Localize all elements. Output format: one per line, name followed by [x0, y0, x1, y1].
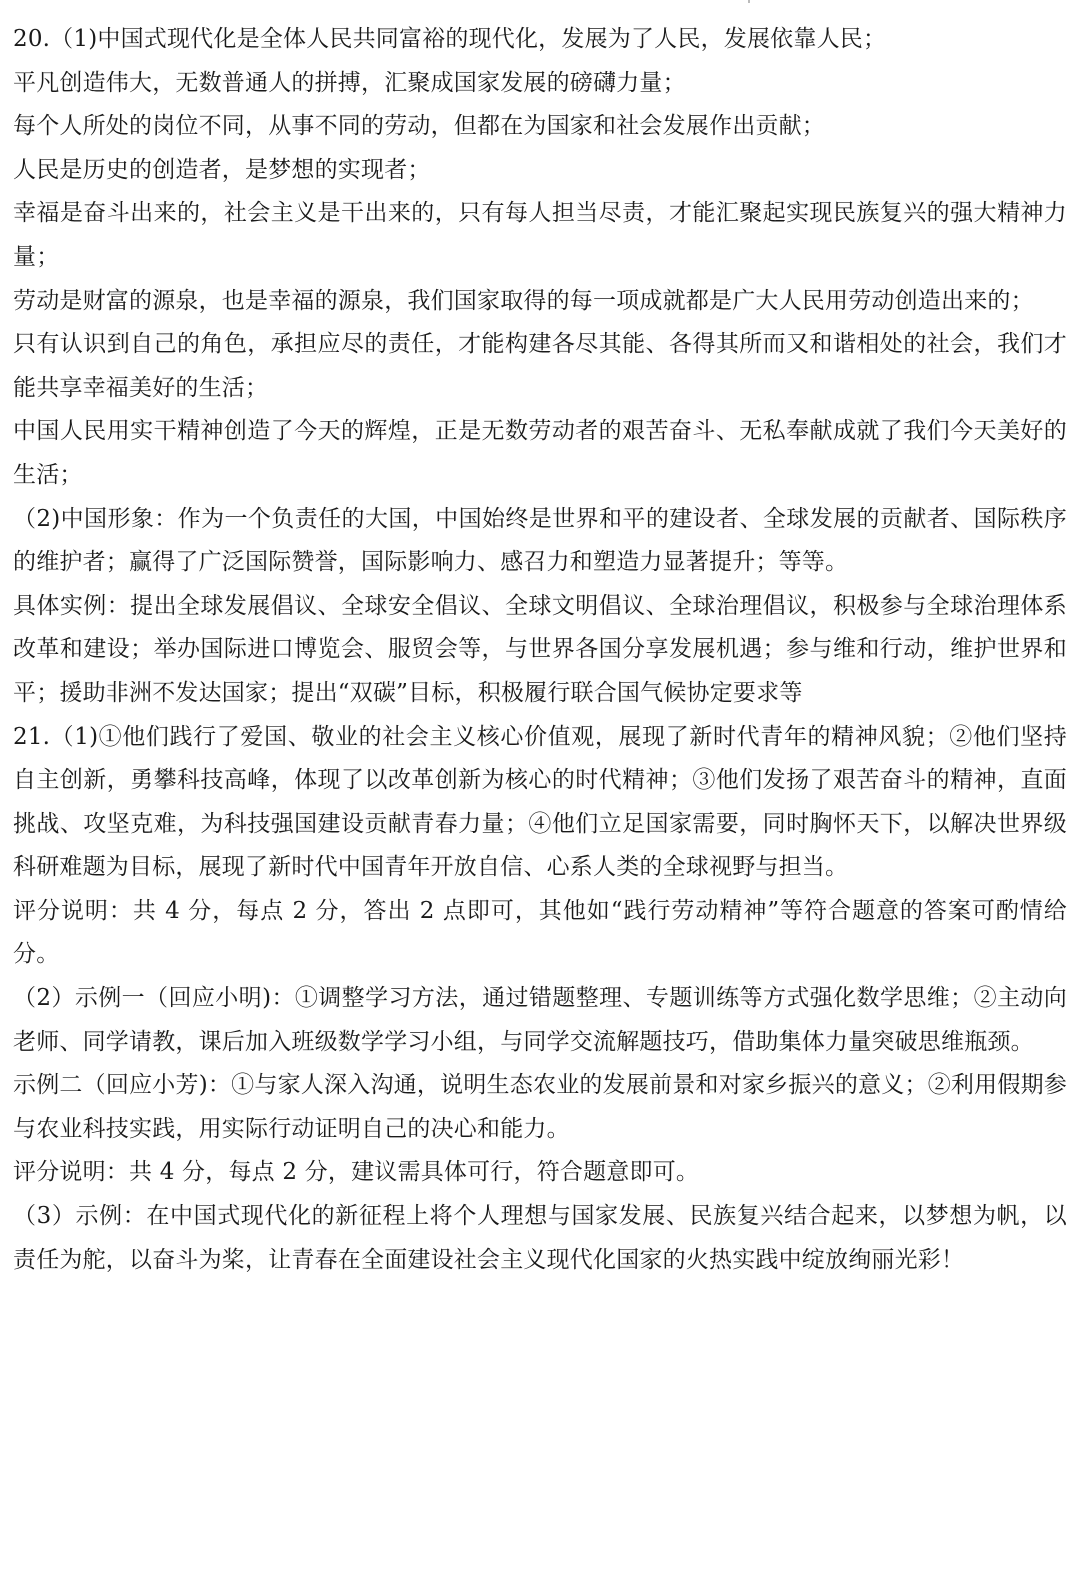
q20-point-hard-work: 中国人民用实干精神创造了今天的辉煌，正是无数劳动者的艰苦奋斗、无私奉献成就了我们今天美好的生活；: [13, 418, 1067, 488]
q20-part1-intro: 20.（1)中国式现代化是全体人民共同富裕的现代化，发展为了人民，发展依靠人民；: [13, 26, 887, 52]
q21-part3-example: （3）示例：在中国式现代化的新征程上将个人理想与国家发展、民族复兴结合起来，以梦想为帆，以责任为舵，以奋斗为桨，让青春在全面建设社会主义现代化国家的火热实践中绽放绚丽光彩！: [13, 1203, 1067, 1273]
scan-mark: [748, 0, 750, 3]
q20-point-people-creators: 人民是历史的创造者，是梦想的实现者；: [13, 156, 431, 183]
q21-part1-scoring: 评分说明：共 4 分，每点 2 分，答出 2 点即可，其他如“践行劳动精神”等符合题意的答案可酌情给分。: [13, 897, 1067, 968]
q21-part2-scoring: 评分说明：共 4 分，每点 2 分，建议需具体可行，符合题意即可。: [13, 1159, 700, 1186]
q20-point-ordinary-people: 平凡创造伟大，无数普通人的拼搏，汇聚成国家发展的磅礴力量；: [13, 69, 686, 96]
q21-part2-example1: （2）示例一（回应小明)：①调整学习方法，通过错题整理、专题训练等方式强化数学思维；②主动向老师、同学请教，课后加入班级数学学习小组，与同学交流解题技巧，借助集体力量突破思维瓶颈。: [13, 985, 1067, 1055]
q21-part1-answer: 21.（1)①他们践行了爱国、敬业的社会主义核心价值观，展现了新时代青年的精神风貌；②他们坚持自主创新，勇攀科技高峰，体现了以改革创新为核心的时代精神；③他们发扬了艰苦奋斗的精神，直面挑战、攻坚克难，为科技强国建设贡献青春力量；④他们立足国家需要，同时胸怀天下，以解决世界级科研难题为目标，展现了新时代中国青年开放自信、心系人类的全球视野与担当。: [13, 723, 1067, 881]
q20-point-every-job: 每个人所处的岗位不同，从事不同的劳动，但都在为国家和社会发展作出贡献；: [13, 113, 825, 140]
q20-point-roles-responsibility: 只有认识到自己的角色，承担应尽的责任，才能构建各尽其能、各得其所而又和谐相处的社会，我们才能共享幸福美好的生活；: [13, 331, 1067, 401]
q20-point-labor-source: 劳动是财富的源泉，也是幸福的源泉，我们国家取得的每一项成就都是广大人民用劳动创造出来的；: [13, 287, 1034, 314]
q20-point-happiness-struggle: 幸福是奋斗出来的，社会主义是干出来的，只有每人担当尽责，才能汇聚起实现民族复兴的强大精神力量；: [13, 200, 1067, 270]
answer-document: [13, 18, 1067, 1282]
q20-part2-examples: 具体实例：提出全球发展倡议、全球安全倡议、全球文明倡议、全球治理倡议，积极参与全球治理体系改革和建设；举办国际进口博览会、服贸会等，与世界各国分享发展机遇；参与维和行动，维护世界和平；援助非洲不发达国家；提出“双碳”目标，积极履行联合国气候协定要求等: [13, 592, 1067, 706]
q20-part2-china-image: （2)中国形象：作为一个负责任的大国，中国始终是世界和平的建设者、全球发展的贡献者、国际秩序的维护者；赢得了广泛国际赞誉，国际影响力、感召力和塑造力显著提升；等等。: [13, 505, 1067, 576]
q21-part2-example2: 示例二（回应小芳)：①与家人深入沟通，说明生态农业的发展前景和对家乡振兴的意义；②利用假期参与农业科技实践，用实际行动证明自己的决心和能力。: [13, 1072, 1067, 1142]
